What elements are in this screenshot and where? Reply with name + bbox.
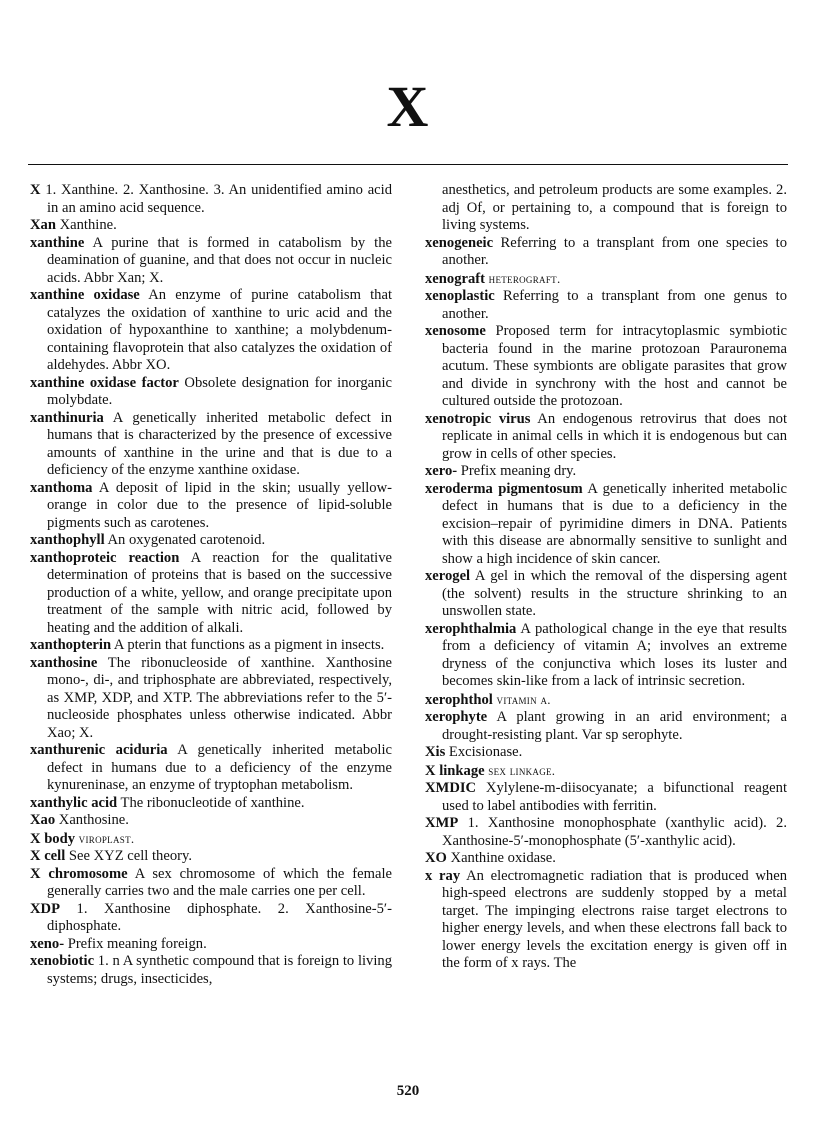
entry-definition: An endogenous retrovirus that does not replicate in animal cells in which it is endogenous but can grow in cells of other species. bbox=[442, 410, 787, 462]
entry-headword: xeno- bbox=[30, 935, 65, 952]
entry-headword: xeroderma pigmentosum bbox=[425, 480, 583, 497]
entry-definition: Xanthine oxidase. bbox=[446, 850, 556, 866]
entry-headword: XMP bbox=[425, 815, 459, 831]
entry-definition: An electromagnetic radiation that is produced when high-speed electrons are suddenly stopped by a metal target. The impinging electrons raise target electrons to higher energy levels, and when these electrons fall back to lower energy levels the excitation energy is given off in the form of x rays. The bbox=[442, 867, 787, 971]
entry-headword: X chromosome bbox=[30, 865, 128, 882]
dictionary-entry bbox=[30, 287, 392, 375]
entry-definition: A genetically inherited metabolic defect in humans that is due to a deficiency in the excision–repair of pyrimidine dimers in DNA. Patients with this disease are abnormally sensitive to sunlight and show a high incidence of skin cancer. bbox=[442, 480, 787, 567]
dictionary-entry bbox=[425, 762, 787, 781]
entry-headword: XMDIC bbox=[425, 780, 477, 796]
entry-definition: 1. Xanthosine diphosphate. 2. Xanthosine-5′-diphosphate. bbox=[47, 900, 392, 934]
entry-cross-reference[interactable]: sex linkage. bbox=[488, 762, 556, 778]
entry-headword: xenotropic virus bbox=[425, 410, 531, 427]
dictionary-entry bbox=[30, 235, 392, 288]
entry-definition: A reaction for the qualitative determination of proteins that is based on the successive production of a white, yellow, and orange precipitate upon treatment of the sample with nitric acid, followed by heating and the addition of alkali. bbox=[47, 549, 393, 636]
dictionary-entry bbox=[30, 637, 392, 655]
dictionary-entry bbox=[425, 568, 787, 621]
entry-definition: 1. n A synthetic compound that is foreign to living systems; drugs, insecticides, bbox=[47, 953, 392, 987]
entry-definition: A genetically inherited metabolic defect in humans due to a deficiency of the enzyme kynureninase, an enzyme of tryptophan metabolism. bbox=[47, 742, 393, 793]
entry-definition: The ribonucleotide of xanthine. bbox=[117, 794, 305, 811]
entry-headword: xerophyte bbox=[425, 709, 488, 725]
dictionary-entry bbox=[425, 182, 787, 235]
dictionary-entry bbox=[30, 217, 392, 235]
entry-cross-reference[interactable]: viroplast. bbox=[78, 830, 135, 846]
dictionary-entry bbox=[30, 936, 392, 954]
entry-definition: Referring to a transplant from one genus to another. bbox=[442, 288, 787, 322]
section-letter: X bbox=[386, 74, 430, 139]
entry-headword: XDP bbox=[30, 900, 60, 917]
entry-definition: A pterin that functions as a pigment in insects. bbox=[111, 637, 385, 653]
entry-headword: xerophthalmia bbox=[425, 620, 517, 637]
dictionary-entry bbox=[30, 812, 392, 830]
entry-definition: Obsolete designation for inorganic molybdate. bbox=[47, 374, 392, 408]
dictionary-entry bbox=[425, 323, 787, 411]
dictionary-entry bbox=[425, 481, 787, 569]
entry-headword: xerogel bbox=[425, 568, 471, 584]
entry-headword: X bbox=[30, 182, 41, 198]
dictionary-entry bbox=[30, 550, 392, 638]
entry-definition: The ribonucleoside of xanthine. Xanthosine mono-, di-, and triphosphate are abbreviated, respectively, as XMP, XDP, and XTP. The abbreviations refer to the 5′-nucleoside phosphates unless otherwise indicated. Abbr Xao; X. bbox=[47, 654, 392, 741]
entry-headword: xanthopterin bbox=[30, 637, 112, 653]
dictionary-entry bbox=[30, 953, 392, 988]
entry-definition: Prefix meaning foreign. bbox=[64, 935, 207, 952]
dictionary-entry bbox=[30, 795, 392, 813]
entry-headword: xenoplastic bbox=[425, 288, 495, 304]
entry-definition: Prefix meaning dry. bbox=[457, 463, 577, 479]
entry-definition: Xylylene-m-diisocyanate; a bifunctional reagent used to label antibodies with ferritin. bbox=[442, 780, 787, 814]
entry-definition: Xanthosine. bbox=[55, 812, 129, 828]
entry-definition: Referring to a transplant from one species to another. bbox=[442, 234, 787, 268]
entry-headword: x ray bbox=[425, 867, 461, 884]
dictionary-entry bbox=[30, 848, 392, 866]
entry-definition: A genetically inherited metabolic defect in humans that is characterized by the presence of excessive amounts of xanthine in the urine and that is due to a deficiency of the enzyme xanthine oxidase. bbox=[47, 409, 392, 478]
entry-cross-reference[interactable]: heterograft. bbox=[488, 270, 561, 286]
entry-definition: An enzyme of purine catabolism that catalyzes the oxidation of xanthine to uric acid and the oxidation of hypoxanthine to xanthine; a molybdenum-containing flavoprotein that also catalyzes the oxidation of aldehydes. Abbr XO. bbox=[47, 287, 393, 373]
entry-headword: xerophthol bbox=[425, 691, 493, 708]
entry-headword: xenobiotic bbox=[30, 953, 95, 969]
page-number: 520 bbox=[396, 1083, 420, 1099]
left-column bbox=[30, 182, 392, 988]
entry-headword: xenograft bbox=[425, 270, 485, 287]
dictionary-entry bbox=[425, 868, 787, 973]
entry-headword: xenosome bbox=[425, 323, 486, 339]
header-rule bbox=[28, 164, 788, 165]
dictionary-entry bbox=[425, 780, 787, 815]
entry-definition: Xanthine. bbox=[55, 217, 117, 233]
dictionary-entry bbox=[425, 691, 787, 710]
entry-headword: xanthosine bbox=[30, 654, 98, 671]
entry-definition: See XYZ cell theory. bbox=[65, 848, 192, 864]
dictionary-entry bbox=[30, 532, 392, 550]
entry-headword: X cell bbox=[30, 848, 66, 864]
entry-headword: XO bbox=[425, 850, 447, 866]
entry-definition: A purine that is formed in catabolism by the deamination of guanine, and that does not occur in nucleic acids. Abbr Xan; X. bbox=[47, 234, 392, 286]
entry-headword: xanthinuria bbox=[30, 409, 104, 426]
dictionary-entry bbox=[425, 621, 787, 691]
dictionary-entry bbox=[30, 410, 392, 480]
dictionary-entry bbox=[425, 411, 787, 464]
entry-definition: 1. Xanthosine monophosphate (xanthylic acid). 2. Xanthosine-5′-monophosphate (5′-xanthylic acid). bbox=[442, 815, 787, 849]
entry-definition: anesthetics, and petroleum products are some examples. 2. adj Of, or pertaining to, a compound that is foreign to living systems. bbox=[442, 182, 787, 233]
entry-headword: X body bbox=[30, 830, 76, 847]
entry-headword: xanthurenic aciduria bbox=[30, 742, 168, 758]
dictionary-entry bbox=[425, 288, 787, 323]
entry-headword: xanthine bbox=[30, 234, 85, 251]
dictionary-entry bbox=[425, 850, 787, 868]
entry-definition: An oxygenated carotenoid. bbox=[104, 532, 266, 548]
entry-definition: A gel in which the removal of the dispersing agent (the solvent) results in the structure shrinking to an unswollen state. bbox=[442, 568, 787, 619]
entry-headword: xanthine oxidase bbox=[30, 287, 140, 303]
entry-headword: xero- bbox=[425, 463, 458, 479]
dictionary-entry bbox=[425, 709, 787, 744]
entry-headword: xanthoma bbox=[30, 479, 93, 496]
entry-headword: Xao bbox=[30, 812, 56, 828]
dictionary-entry bbox=[425, 815, 787, 850]
dictionary-entry bbox=[30, 742, 392, 795]
entry-definition: 1. Xanthine. 2. Xanthosine. 3. An unidentified amino acid in an amino acid sequence. bbox=[40, 182, 392, 216]
entry-headword: X linkage bbox=[425, 762, 485, 779]
entry-cross-reference[interactable]: vitamin a. bbox=[496, 691, 551, 707]
entry-definition: A deposit of lipid in the skin; usually yellow-orange in color due to the presence of lipid-soluble pigments such as carotenes. bbox=[47, 479, 392, 531]
dictionary-entry bbox=[30, 901, 392, 936]
entry-headword: Xan bbox=[30, 217, 56, 233]
entry-headword: xenogeneic bbox=[425, 234, 494, 251]
dictionary-entry bbox=[30, 655, 392, 743]
entry-definition: Excisionase. bbox=[445, 744, 523, 760]
dictionary-entry bbox=[30, 182, 392, 217]
entry-headword: xanthine oxidase factor bbox=[30, 374, 179, 391]
dictionary-entry bbox=[30, 830, 392, 849]
entry-definition: A pathological change in the eye that results from a deficiency of vitamin A; involves an extreme dryness of the conjunctiva which loses its luster and becomes skin-like from a lack of intrinsic secretion. bbox=[442, 620, 787, 689]
dictionary-entry bbox=[425, 463, 787, 481]
dictionary-entry bbox=[425, 744, 787, 762]
dictionary-entry bbox=[425, 270, 787, 289]
entry-headword: xanthoproteic reaction bbox=[30, 549, 180, 566]
dictionary-entry bbox=[30, 866, 392, 901]
entry-definition: A sex chromosome of which the female generally carries two and the male carries one per cell. bbox=[47, 865, 392, 899]
dictionary-entry bbox=[30, 480, 392, 533]
entry-definition: A plant growing in an arid environment; a drought-resisting plant. Var sp serophyte. bbox=[442, 709, 787, 743]
dictionary-entry bbox=[30, 375, 392, 410]
dictionary-entry bbox=[425, 235, 787, 270]
right-column bbox=[425, 182, 787, 973]
entry-definition: Proposed term for intracytoplasmic symbiotic bacteria found in the marine protozoan Parauronema acutum. These symbionts are obligate parasites that grow and divide in synchrony with the host and cannot be cultured outside the protozoan. bbox=[442, 323, 787, 409]
entry-headword: xanthylic acid bbox=[30, 794, 118, 811]
entry-headword: xanthophyll bbox=[30, 532, 105, 548]
entry-headword: Xis bbox=[425, 744, 446, 760]
